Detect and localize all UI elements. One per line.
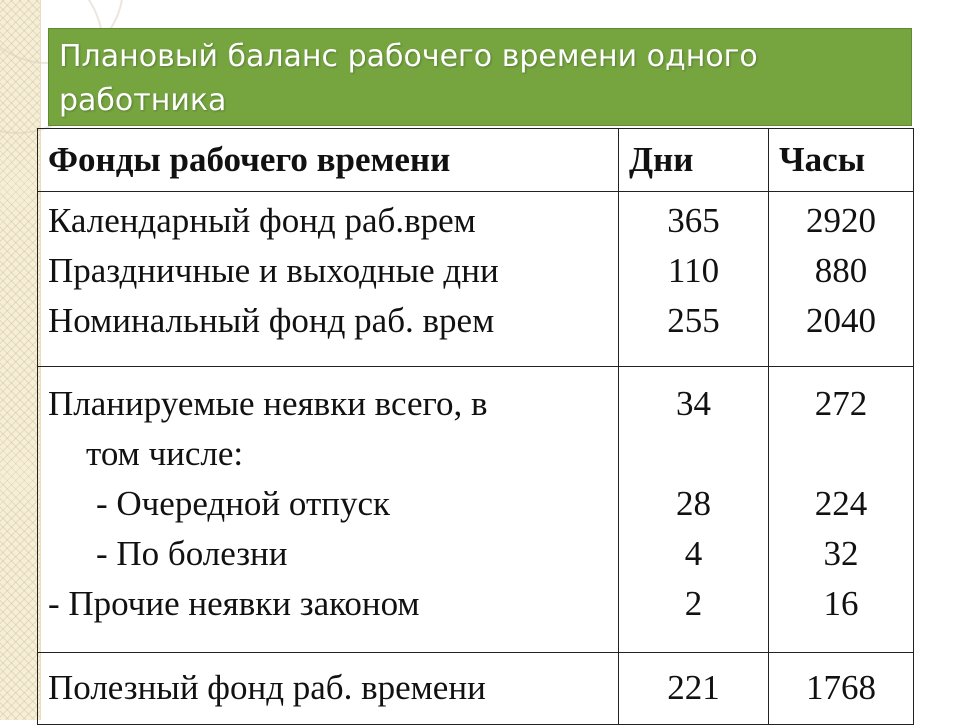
row-label: том числе: <box>86 434 244 473</box>
spacer <box>619 429 768 479</box>
group3-days <box>619 653 769 725</box>
hours-value: 32 <box>823 534 859 573</box>
row-label: Календарный фонд раб.врем <box>48 201 476 240</box>
group2-hours <box>769 367 914 653</box>
hours-value: 2040 <box>806 301 876 340</box>
group3-label <box>38 653 619 725</box>
work-time-balance-table <box>37 128 914 725</box>
row-label: Полезный фонд раб. времени <box>48 668 486 707</box>
slide-title-line-1: Плановый баланс рабочего времени одного <box>59 39 758 74</box>
row-label: - По болезни <box>96 534 288 573</box>
days-value: 110 <box>667 251 720 290</box>
row-label: Номинальный фонд раб. врем <box>48 301 495 340</box>
row-label: Праздничные и выходные дни <box>48 251 499 290</box>
days-value: 28 <box>676 484 711 523</box>
group3-hours <box>769 653 914 725</box>
spacer <box>769 429 913 479</box>
row-label: Планируемые неявки всего, в <box>48 384 488 423</box>
header-hours: Часы <box>769 129 914 192</box>
table-row <box>38 367 914 653</box>
table-row <box>38 653 914 725</box>
group1-hours <box>769 192 914 367</box>
hours-value: 1768 <box>806 668 876 707</box>
days-value: 255 <box>667 301 720 340</box>
header-funds: Фонды рабочего времени <box>38 129 619 192</box>
days-value: 365 <box>667 201 720 240</box>
table-header-row <box>38 129 914 192</box>
table-row <box>38 192 914 367</box>
group1-labels <box>38 192 619 367</box>
group1-days <box>619 192 769 367</box>
hours-value: 2920 <box>806 201 876 240</box>
hours-value: 880 <box>814 251 868 290</box>
hours-value: 16 <box>823 584 859 623</box>
days-value: 4 <box>684 534 703 573</box>
slide-title-bar <box>48 28 912 126</box>
hours-value: 272 <box>814 384 868 423</box>
header-days: Дни <box>619 129 769 192</box>
slide-title-line-2: работника <box>59 83 227 118</box>
group2-days <box>619 367 769 653</box>
days-value: 34 <box>676 384 711 423</box>
days-value: 221 <box>667 668 720 707</box>
group2-labels <box>38 367 619 653</box>
days-value: 2 <box>684 584 703 623</box>
hours-value: 224 <box>814 484 868 523</box>
row-label: - Прочие неявки законом <box>48 584 420 623</box>
row-label: - Очередной отпуск <box>96 484 391 523</box>
